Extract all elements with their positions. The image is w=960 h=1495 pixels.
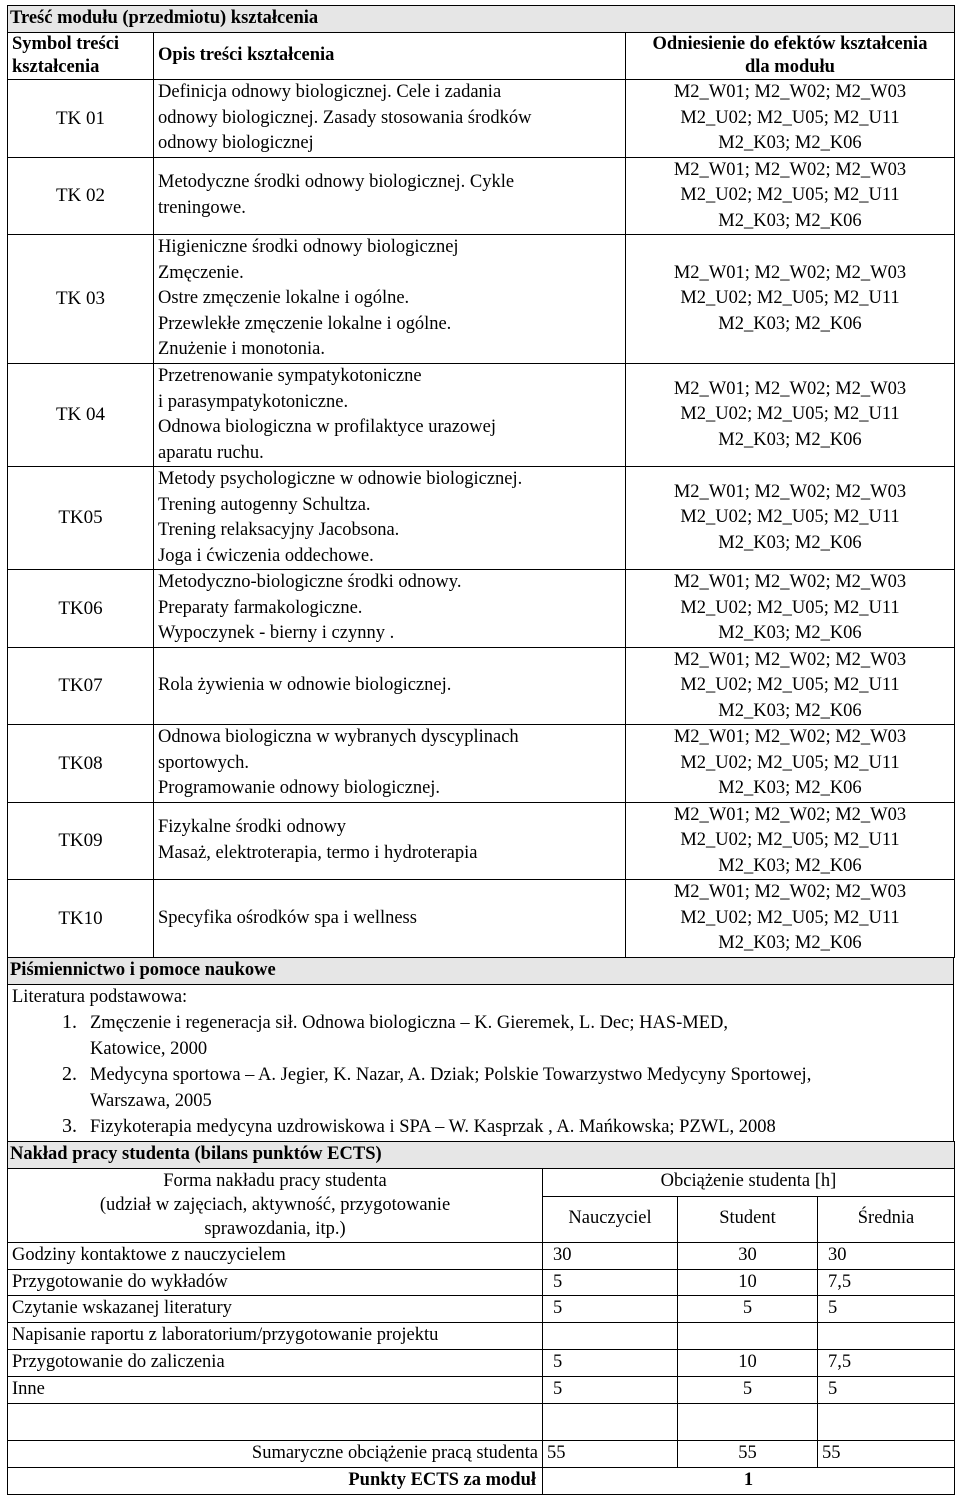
description-line: Definicja odnowy biologicznej. Cele i zadania	[158, 82, 502, 102]
effects-line: M2_K03; M2_K06	[718, 778, 862, 798]
workload-student: 5	[678, 1376, 818, 1403]
module-content-header-row	[8, 33, 955, 80]
content-effects	[626, 235, 955, 364]
content-effects	[626, 364, 955, 467]
content-row	[8, 647, 955, 725]
content-description	[154, 364, 626, 467]
effects-line: M2_W01; M2_W02; M2_W03	[673, 572, 907, 592]
description-line: Specyfika ośrodków spa i wellness	[158, 907, 417, 928]
content-effects	[626, 647, 955, 725]
content-symbol: TK 01	[8, 80, 154, 158]
workload-average	[818, 1403, 955, 1440]
workload-average: 30	[818, 1242, 955, 1269]
ects-value: 1	[543, 1467, 955, 1494]
content-row	[8, 157, 955, 235]
description-line: Przetrenowanie sympatykotoniczne	[158, 366, 422, 386]
content-row	[8, 364, 955, 467]
effects-line: M2_U02; M2_U05; M2_U11	[680, 830, 900, 850]
content-effects	[626, 802, 955, 880]
summary-teacher: 55	[543, 1440, 678, 1467]
description-line: odnowy biologicznej	[158, 133, 314, 153]
effects-line: M2_U02; M2_U05; M2_U11	[680, 107, 900, 128]
content-symbol: TK 04	[8, 364, 154, 467]
content-description	[154, 802, 626, 880]
literature-label: Literatura podstawowa:	[12, 986, 188, 1007]
content-description	[154, 235, 626, 364]
content-description	[154, 157, 626, 235]
section-title-literature: Piśmiennictwo i pomoce naukowe	[8, 957, 954, 984]
content-effects	[626, 725, 955, 803]
effects-line: M2_W01; M2_W02; M2_W03	[673, 649, 907, 670]
workload-table	[7, 1141, 955, 1495]
workload-label: Czytanie wskazanej literatury	[8, 1296, 543, 1323]
content-description	[154, 80, 626, 158]
literature-line: 3. Fizykoterapia medycyna uzdrowiskowa i SPA – W. Kasprzak , A. Mańkowska; PZWL, 2008	[90, 1117, 776, 1137]
content-description	[154, 467, 626, 570]
effects-line: M2_K03; M2_K06	[718, 623, 862, 643]
content-symbol: TK10	[8, 880, 154, 958]
effects-line: M2_U02; M2_U05; M2_U11	[680, 752, 900, 773]
description-line: Metodyczno-biologiczne środki odnowy.	[158, 572, 462, 592]
workload-row	[8, 1350, 955, 1377]
description-line: Zmęczenie.	[158, 262, 244, 283]
description-line: Ostre zmęczenie lokalne i ogólne.	[158, 288, 410, 309]
content-effects	[626, 570, 955, 648]
effects-line: M2_K03; M2_K06	[718, 210, 862, 231]
effects-line: M2_W01; M2_W02; M2_W03	[673, 481, 907, 502]
workload-row	[8, 1242, 955, 1269]
description-line: Odnowa biologiczna w profilaktyce urazowej	[158, 417, 497, 437]
effects-line: M2_U02; M2_U05; M2_U11	[680, 185, 900, 205]
workload-row	[8, 1376, 955, 1403]
workload-average: 7,5	[818, 1350, 955, 1377]
workload-row	[8, 1323, 955, 1350]
workload-form-header: Forma nakładu pracy studenta (udział w zajęciach, aktywność, przygotowanie sprawozdania, itp.)	[8, 1168, 543, 1242]
workload-student	[678, 1323, 818, 1350]
effects-line: M2_K03; M2_K06	[718, 429, 862, 450]
effects-line: M2_U02; M2_U05; M2_U11	[680, 907, 900, 928]
effects-line: M2_W01; M2_W02; M2_W03	[673, 727, 907, 747]
literature-line: Warszawa, 2005	[90, 1090, 212, 1111]
syllabus-page	[7, 5, 954, 1495]
content-symbol: TK 03	[8, 235, 154, 364]
module-content-table	[7, 5, 955, 958]
module-content-rows	[8, 80, 955, 958]
content-effects	[626, 157, 955, 235]
content-symbol: TK 02	[8, 157, 154, 235]
literature-item	[82, 1114, 949, 1141]
effects-line: M2_W01; M2_W02; M2_W03	[673, 804, 907, 825]
description-line: odnowy biologicznej. Zasady stosowania środków	[158, 107, 532, 128]
effects-line: M2_U02; M2_U05; M2_U11	[680, 597, 900, 618]
content-description	[154, 725, 626, 803]
literature-line: 2. Medycyna sportowa – A. Jegier, K. Nazar, A. Dziak; Polskie Towarzystwo Medycyny Sportowej,	[90, 1065, 812, 1085]
workload-label: Przygotowanie do wykładów	[8, 1269, 543, 1296]
description-line: Znużenie i monotonia.	[158, 339, 325, 360]
description-line: aparatu ruchu.	[158, 442, 264, 463]
workload-teacher	[543, 1323, 678, 1350]
effects-line: M2_U02; M2_U05; M2_U11	[680, 507, 900, 528]
effects-line: M2_U02; M2_U05; M2_U11	[680, 288, 900, 309]
description-line: Przewlekłe zmęczenie lokalne i ogólne.	[158, 313, 452, 334]
description-line: Wypoczynek - bierny i czynny .	[158, 623, 395, 643]
content-symbol: TK06	[8, 570, 154, 648]
content-symbol: TK07	[8, 647, 154, 725]
description-line: Rola żywienia w odnowie biologicznej.	[158, 675, 452, 695]
workload-row	[8, 1269, 955, 1296]
content-row	[8, 880, 955, 958]
literature-line: Katowice, 2000	[90, 1038, 208, 1059]
content-symbol: TK05	[8, 467, 154, 570]
summary-label: Sumaryczne obciążenie pracą studenta	[8, 1440, 543, 1467]
description-line: sportowych.	[158, 752, 249, 773]
effects-line: M2_U02; M2_U05; M2_U11	[680, 675, 900, 695]
effects-line: M2_K03; M2_K06	[718, 133, 862, 153]
workload-label: Godziny kontaktowe z nauczycielem	[8, 1242, 543, 1269]
content-row	[8, 80, 955, 158]
workload-student	[678, 1403, 818, 1440]
content-description	[154, 647, 626, 725]
workload-average	[818, 1323, 955, 1350]
header-teacher: Nauczyciel	[543, 1196, 678, 1242]
effects-line: M2_W01; M2_W02; M2_W03	[673, 82, 907, 102]
content-symbol: TK08	[8, 725, 154, 803]
description-line: Metody psychologiczne w odnowie biologicznej.	[158, 469, 523, 489]
header-student: Student	[678, 1196, 818, 1242]
workload-average: 7,5	[818, 1269, 955, 1296]
workload-label	[8, 1403, 543, 1440]
header-symbol: Symbol treści kształcenia	[8, 33, 154, 80]
workload-row	[8, 1296, 955, 1323]
content-row	[8, 725, 955, 803]
description-line: treningowe.	[158, 197, 246, 218]
workload-teacher: 5	[543, 1350, 678, 1377]
workload-teacher: 5	[543, 1296, 678, 1323]
effects-line: M2_W01; M2_W02; M2_W03	[673, 882, 907, 902]
content-row	[8, 235, 955, 364]
header-description: Opis treści kształcenia	[154, 33, 626, 80]
summary-student: 55	[678, 1440, 818, 1467]
literature-table	[7, 957, 954, 1142]
ects-label: Punkty ECTS za moduł	[8, 1467, 543, 1494]
effects-line: M2_K03; M2_K06	[718, 855, 862, 876]
ects-row	[8, 1467, 955, 1494]
content-effects	[626, 880, 955, 958]
content-description	[154, 880, 626, 958]
workload-student: 10	[678, 1269, 818, 1296]
workload-student: 5	[678, 1296, 818, 1323]
effects-line: M2_K03; M2_K06	[718, 933, 862, 953]
workload-summary-row	[8, 1440, 955, 1467]
literature-cell	[8, 984, 954, 1141]
content-effects	[626, 467, 955, 570]
workload-label: Przygotowanie do zaliczenia	[8, 1350, 543, 1377]
content-description	[154, 570, 626, 648]
content-symbol: TK09	[8, 802, 154, 880]
section-title-module-content: Treść modułu (przedmiotu) kształcenia	[8, 6, 955, 33]
workload-teacher: 30	[543, 1242, 678, 1269]
workload-row	[8, 1403, 955, 1440]
effects-line: M2_W01; M2_W02; M2_W03	[673, 378, 907, 399]
workload-teacher: 5	[543, 1269, 678, 1296]
description-line: Trening relaksacyjny Jacobsona.	[158, 520, 400, 540]
workload-average: 5	[818, 1296, 955, 1323]
content-effects	[626, 80, 955, 158]
content-row	[8, 802, 955, 880]
literature-line: 1. Zmęczenie i regeneracja sił. Odnowa biologiczna – K. Gieremek, L. Dec; HAS-MED,	[90, 1013, 729, 1033]
description-line: Odnowa biologiczna w wybranych dyscyplinach	[158, 727, 519, 747]
description-line: Fizykalne środki odnowy	[158, 817, 347, 838]
description-line: Higieniczne środki odnowy biologicznej	[158, 237, 459, 258]
description-line: Preparaty farmakologiczne.	[158, 597, 363, 618]
literature-list	[12, 1010, 949, 1141]
workload-label: Napisanie raportu z laboratorium/przygotowanie projektu	[8, 1323, 543, 1350]
literature-item	[82, 1010, 949, 1062]
effects-line: M2_U02; M2_U05; M2_U11	[680, 404, 900, 425]
literature-item	[82, 1062, 949, 1114]
summary-average: 55	[818, 1440, 955, 1467]
description-line: Masaż, elektroterapia, termo i hydroterapia	[158, 842, 478, 863]
description-line: Programowanie odnowy biologicznej.	[158, 778, 441, 798]
description-line: Joga i ćwiczenia oddechowe.	[158, 545, 374, 566]
content-row	[8, 570, 955, 648]
workload-load-header: Obciążenie studenta [h]	[543, 1168, 955, 1196]
effects-line: M2_K03; M2_K06	[718, 313, 862, 334]
header-average: Średnia	[818, 1196, 955, 1242]
workload-teacher: 5	[543, 1376, 678, 1403]
content-row	[8, 467, 955, 570]
effects-line: M2_W01; M2_W02; M2_W03	[673, 159, 907, 180]
workload-label: Inne	[8, 1376, 543, 1403]
description-line: Metodyczne środki odnowy biologicznej. Cykle	[158, 172, 515, 193]
workload-teacher	[543, 1403, 678, 1440]
description-line: Trening autogenny Schultza.	[158, 494, 371, 515]
description-line: i parasympatykotoniczne.	[158, 391, 349, 412]
effects-line: M2_K03; M2_K06	[718, 532, 862, 553]
workload-student: 30	[678, 1242, 818, 1269]
effects-line: M2_K03; M2_K06	[718, 700, 862, 721]
effects-line: M2_W01; M2_W02; M2_W03	[673, 262, 907, 283]
workload-rows	[8, 1242, 955, 1440]
header-effects: Odniesienie do efektów kształcenia dla modułu	[626, 33, 955, 80]
workload-average: 5	[818, 1376, 955, 1403]
workload-student: 10	[678, 1350, 818, 1377]
section-title-workload: Nakład pracy studenta (bilans punktów ECTS)	[8, 1141, 955, 1168]
